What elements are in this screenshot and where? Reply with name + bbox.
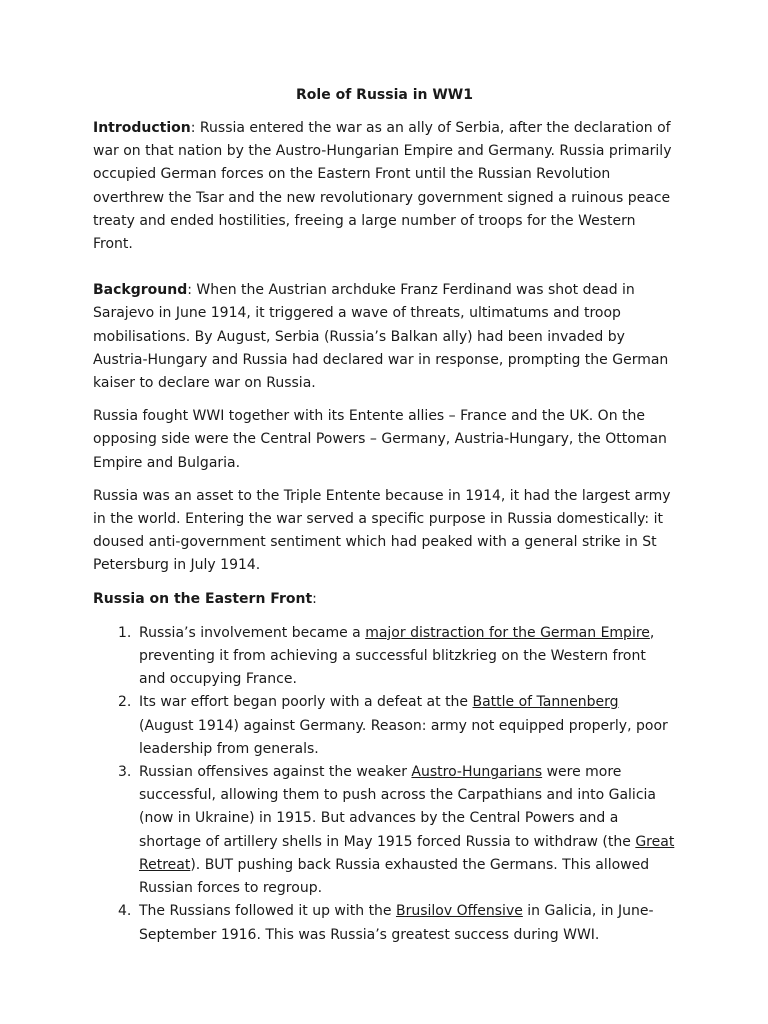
eastern-front-list	[93, 622, 676, 947]
list-number: 1.	[118, 624, 132, 641]
battle-of-tannenberg-link[interactable]: Battle of Tannenberg	[472, 694, 619, 711]
introduction-text: : Russia entered the war as an ally of Serbia, after the declaration of war on that nation by the Austro-Hungarian Empire and Germany. Russia primarily occupied German forces on the Eastern Front until the Russian Revolution overthrew the Tsar and the new revolutionary government signed a ruinous peace treaty and ended hostilities, freeing a large number of troops for the Western Front.	[93, 120, 672, 253]
german-empire-link[interactable]: major distraction for the German Empire	[365, 624, 650, 641]
list-number: 2.	[118, 694, 132, 711]
background-label: Background	[93, 282, 188, 299]
introduction-paragraph	[93, 117, 676, 256]
list-item: 2. Its war effort began poorly with a defeat at the Battle of Tannenberg (August 1914) against Germany. Reason: army not equipped properly, poor leadership from generals.	[93, 691, 676, 761]
introduction-label: Introduction	[93, 120, 191, 136]
background-text: : When the Austrian archduke Franz Ferdinand was shot dead in Sarajevo in June 1914, it triggered a wave of threats, ultimatums and troop mobilisations. By August, Serbia (Russia’s Balkan ally) had been invaded by Austria-Hungary and Russia had declared war in response, prompting the German kaiser to declare war on Russia.	[93, 282, 669, 392]
eastern-front-heading-text: Russia on the Eastern Front	[93, 590, 313, 607]
document-title: Role of Russia in WW1	[296, 87, 473, 103]
brusilov-offensive-link[interactable]: Brusilov Offensive	[396, 903, 523, 920]
list-number: 4.	[118, 903, 132, 920]
list-item: 1. Russia’s involvement became a major distraction for the German Empire, preventing it from achieving a successful blitzkrieg on the Western front and occupying France.	[93, 622, 676, 692]
austro-hungarians-link[interactable]: Austro-Hungarians	[411, 764, 543, 781]
eastern-front-heading: Russia on the Eastern Front:	[93, 590, 317, 607]
list-item: 3. Russian offensives against the weaker Austro-Hungarians were more successful, allowing them to push across the Carpathians and into Galicia (now in Ukraine) in 1915. But advances by the Central Powers and a shortage of artillery shells in May 1915 forced Russia to withdraw (the Great Retreat). BUT pushing back Russia exhausted the Germans. This allowed Russian forces to regroup.	[93, 761, 676, 900]
great-retreat-link[interactable]: Great Retreat	[139, 833, 675, 873]
background-paragraph	[93, 279, 676, 395]
list-item: 4. The Russians followed it up with the Brusilov Offensive in Galicia, in June-September 1916. This was Russia’s greatest success during WWI.	[93, 900, 676, 946]
list-number: 3.	[118, 764, 132, 781]
allies-paragraph: Russia fought WWI together with its Entente allies – France and the UK. On the opposing side were the Central Powers – Germany, Austria-Hungary, the Ottoman Empire and Bulgaria.	[93, 408, 667, 471]
asset-paragraph: Russia was an asset to the Triple Entente because in 1914, it had the largest army in the world. Entering the war served a specific purpose in Russia domestically: it doused anti-government sentiment which had peaked with a general strike in St Petersburg in July 1914.	[93, 487, 671, 574]
